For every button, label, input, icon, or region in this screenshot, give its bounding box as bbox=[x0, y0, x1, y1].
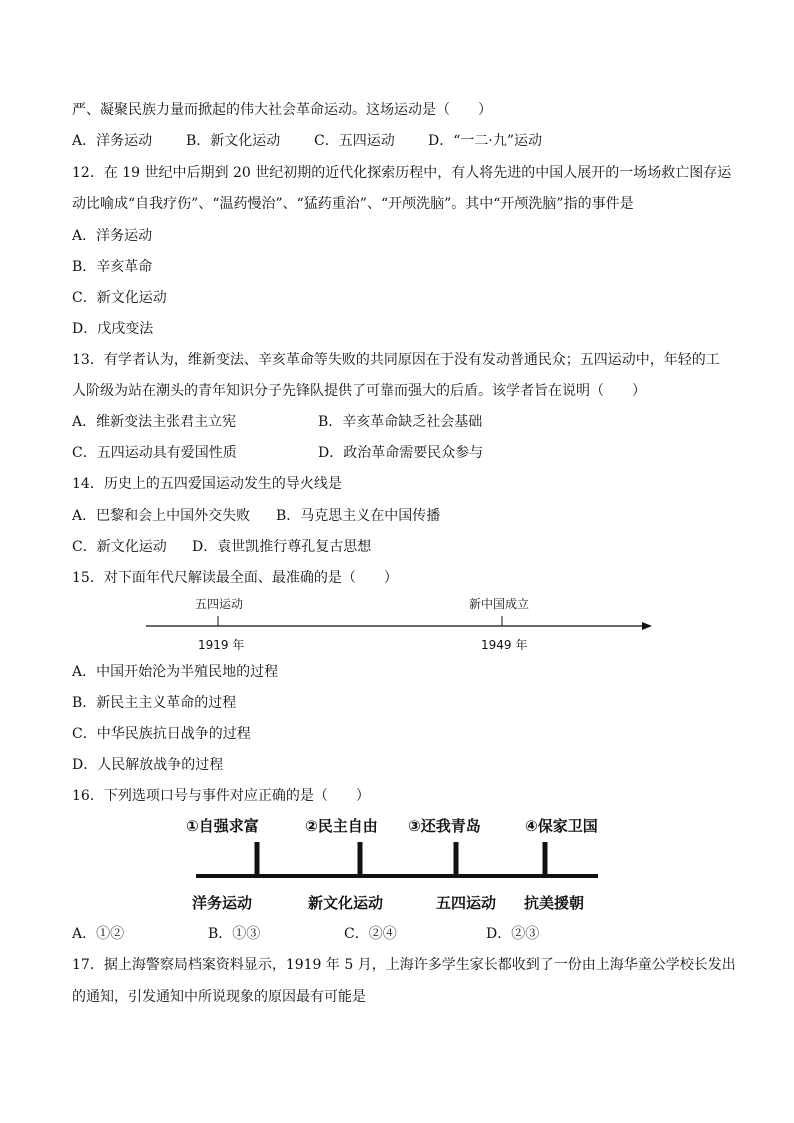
q15-option-a[interactable]: A．中国开始沦为半殖民地的过程 bbox=[72, 664, 279, 680]
q16-stem: 16．下列选项口号与事件对应正确的是（ ） bbox=[72, 788, 370, 804]
q16-option-a[interactable]: A．①② bbox=[72, 926, 125, 942]
timeline-event-label-2: 新中国成立 bbox=[469, 597, 530, 611]
q14-stem: 14．历史上的五四爱国运动发生的导火线是 bbox=[72, 476, 342, 492]
q14-option-c[interactable]: C．新文化运动 bbox=[72, 539, 167, 555]
q13-option-c[interactable]: C．五四运动具有爱国性质 bbox=[72, 445, 237, 461]
q16-option-d[interactable]: D．②③ bbox=[486, 926, 540, 942]
timeline-year-2: 1949 年 bbox=[481, 638, 528, 652]
q16-option-c[interactable]: C．②④ bbox=[344, 926, 397, 942]
slogan-1: ①自强求富 bbox=[186, 817, 259, 835]
q14-option-a[interactable]: A．巴黎和会上中国外交失败 bbox=[72, 508, 251, 524]
q12-stem-line1: 12．在 19 世纪中后期到 20 世纪初期的近代化探索历程中，有人将先进的中国人展开的一场场救亡图存运 bbox=[72, 165, 732, 181]
q15-option-c[interactable]: C．中华民族抗日战争的过程 bbox=[72, 726, 251, 742]
q12-option-a[interactable]: A．洋务运动 bbox=[72, 228, 153, 244]
q15-option-b[interactable]: B．新民主主义革命的过程 bbox=[72, 695, 237, 711]
q12-stem-line2: 动比喻成“自我疗伤”、“温药慢治”、“猛药重治”、“开颅洗脑”。其中“开颅洗脑”指的事件是 bbox=[72, 196, 634, 212]
q13-option-d[interactable]: D．政治革命需要民众参与 bbox=[318, 445, 484, 461]
event-2: 新文化运动 bbox=[308, 894, 384, 912]
timeline-year-1: 1919 年 bbox=[198, 638, 245, 652]
q12-option-b[interactable]: B．辛亥革命 bbox=[72, 259, 153, 275]
q13-option-a[interactable]: A．维新变法主张君主立宪 bbox=[72, 414, 237, 430]
q14-option-b[interactable]: B．马克思主义在中国传播 bbox=[276, 508, 441, 524]
slogan-3: ③还我青岛 bbox=[408, 817, 481, 835]
q15-stem: 15．对下面年代尺解读最全面、最准确的是（ ） bbox=[72, 570, 398, 586]
q11-option-b[interactable]: B．新文化运动 bbox=[186, 133, 281, 149]
q11-option-a[interactable]: A．洋务运动 bbox=[72, 133, 153, 149]
event-1: 洋务运动 bbox=[192, 894, 253, 912]
event-3: 五四运动 bbox=[436, 894, 497, 912]
timeline-event-label-1: 五四运动 bbox=[195, 597, 244, 611]
q14-option-d[interactable]: D．袁世凯推行尊孔复古思想 bbox=[192, 539, 372, 555]
q16-option-b[interactable]: B．①③ bbox=[208, 926, 261, 942]
slogan-4: ④保家卫国 bbox=[525, 817, 598, 835]
slogan-2: ②民主自由 bbox=[305, 817, 378, 835]
q13-stem-line2: 人阶级为站在潮头的青年知识分子先锋队提供了可靠而强大的后盾。该学者旨在说明（ ） bbox=[72, 383, 646, 399]
q17-stem-line2: 的通知，引发通知中所说现象的原因最有可能是 bbox=[72, 989, 366, 1005]
q15-option-d[interactable]: D．人民解放战争的过程 bbox=[72, 757, 224, 773]
event-4: 抗美援朝 bbox=[524, 894, 585, 912]
q13-stem-line1: 13．有学者认为，维新变法、辛亥革命等失败的共同原因在于没有发动普通民众；五四运动中，年轻的工 bbox=[72, 352, 720, 368]
q13-option-b[interactable]: B．辛亥革命缺乏社会基础 bbox=[318, 414, 483, 430]
q11-option-c[interactable]: C．五四运动 bbox=[314, 133, 395, 149]
q17-stem-line1: 17．据上海警察局档案资料显示，1919 年 5 月，上海许多学生家长都收到了一份由上海华童公学校长发出 bbox=[72, 957, 736, 973]
q11-stem-end: 严、凝聚民族力量而掀起的伟大社会革命运动。这场运动是（ ） bbox=[72, 102, 492, 118]
q12-option-d[interactable]: D．戊戌变法 bbox=[72, 321, 154, 337]
q11-option-d[interactable]: D．“一二·九”运动 bbox=[428, 133, 542, 149]
q12-option-c[interactable]: C．新文化运动 bbox=[72, 290, 167, 306]
